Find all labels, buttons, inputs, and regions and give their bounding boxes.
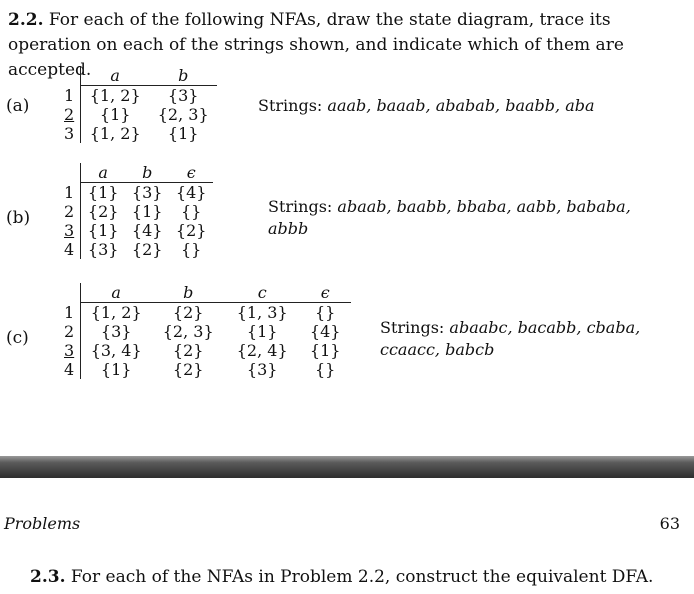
table-cell: {2} [172, 341, 204, 360]
table-cell: {2, 3} [157, 105, 209, 124]
problem-text: For each of the following NFAs, draw the state diagram, trace its operation on each of the strings shown, and indicate which of them are accepted. [8, 10, 624, 80]
strings-list: aaab, baaab, ababab, baabb, aba [327, 96, 595, 115]
state-label: 3 [64, 341, 75, 360]
state-label: 3 [64, 221, 75, 240]
page-divider [0, 456, 694, 478]
table-cell: {1} [309, 341, 341, 360]
table-cell: {1, 2} [89, 124, 141, 143]
table-row [60, 322, 351, 341]
strings-a [258, 95, 595, 117]
table-row [60, 124, 217, 143]
table-cell: {} [181, 240, 202, 259]
table-row [60, 183, 213, 203]
table-cell: {} [315, 303, 336, 322]
state-label: 2 [60, 322, 81, 341]
state-label: 3 [60, 124, 81, 143]
table-cell: {1, 3} [236, 303, 288, 322]
table-cell: {2, 3} [162, 322, 214, 341]
table-cell: {1} [87, 221, 119, 240]
column-header: a [81, 283, 152, 303]
table-cell: {2} [175, 221, 207, 240]
table-cell: {1} [100, 360, 132, 379]
state-label: 2 [60, 202, 81, 221]
strings-label: Strings: [258, 96, 323, 115]
table-row [60, 221, 213, 240]
strings-label: Strings: [380, 318, 445, 337]
table-header [60, 283, 351, 303]
strings-label: Strings: [268, 197, 333, 216]
column-header: ϵ [169, 163, 213, 183]
next-problem [30, 567, 653, 587]
table-row [60, 105, 217, 124]
table-cell: {} [315, 360, 336, 379]
table-header [60, 66, 217, 86]
table-cell: {4} [309, 322, 341, 341]
table-cell: {3} [100, 322, 132, 341]
strings-list: abaabc, bacabb, cbaba, ccaacc, babcb [380, 318, 641, 359]
column-header: b [149, 66, 217, 86]
strings-b [268, 196, 668, 240]
strings-list: abaab, baabb, bbaba, aabb, bababa, abbb [268, 197, 631, 238]
problem-number: 2.2. [8, 10, 44, 30]
column-header: c [225, 283, 299, 303]
table-cell: {2} [172, 360, 204, 379]
table-cell: {1} [246, 322, 278, 341]
transition-table-b [60, 163, 213, 259]
column-header: a [81, 163, 126, 183]
table-cell: {2, 4} [236, 341, 288, 360]
transition-table-a [60, 66, 217, 143]
state-label: 4 [60, 360, 81, 379]
table-row [60, 202, 213, 221]
column-header: b [151, 283, 225, 303]
table-row [60, 240, 213, 259]
table-cell: {3} [87, 240, 119, 259]
table-row [60, 360, 351, 379]
table-cell: {2} [87, 202, 119, 221]
table-row [60, 86, 217, 106]
table-cell: {1} [167, 124, 199, 143]
next-problem-text: For each of the NFAs in Problem 2.2, construct the equivalent DFA. [70, 567, 654, 587]
state-label: 2 [64, 105, 75, 124]
table-cell: {3} [131, 183, 163, 202]
table-cell: {2} [172, 303, 204, 322]
table-row [60, 303, 351, 323]
table-cell: {2} [131, 240, 163, 259]
table-cell: {1} [87, 183, 119, 202]
table-cell: {1, 2} [90, 303, 142, 322]
table-cell: {1} [99, 105, 131, 124]
part-label-c: (c) [6, 328, 29, 348]
table-header [60, 163, 213, 183]
column-header: ϵ [299, 283, 351, 303]
table-cell: {4} [131, 221, 163, 240]
column-header: b [125, 163, 169, 183]
state-label: 1 [60, 303, 81, 323]
state-label: 1 [60, 86, 81, 106]
table-cell: {3, 4} [90, 341, 142, 360]
next-problem-number: 2.3. [30, 567, 66, 587]
table-cell: {3} [246, 360, 278, 379]
column-header: a [81, 66, 150, 86]
part-label-b: (b) [6, 208, 31, 228]
table-cell: {4} [175, 183, 207, 202]
table-cell: {} [181, 202, 202, 221]
table-row [60, 341, 351, 360]
strings-c [380, 317, 670, 361]
running-head: Problems [4, 514, 81, 533]
table-cell: {3} [167, 86, 199, 105]
table-cell: {1} [131, 202, 163, 221]
transition-table-c [60, 283, 351, 379]
page-number: 63 [659, 514, 680, 533]
part-label-a: (a) [6, 96, 30, 116]
table-cell: {1, 2} [89, 86, 141, 105]
state-label: 1 [60, 183, 81, 203]
state-label: 4 [60, 240, 81, 259]
